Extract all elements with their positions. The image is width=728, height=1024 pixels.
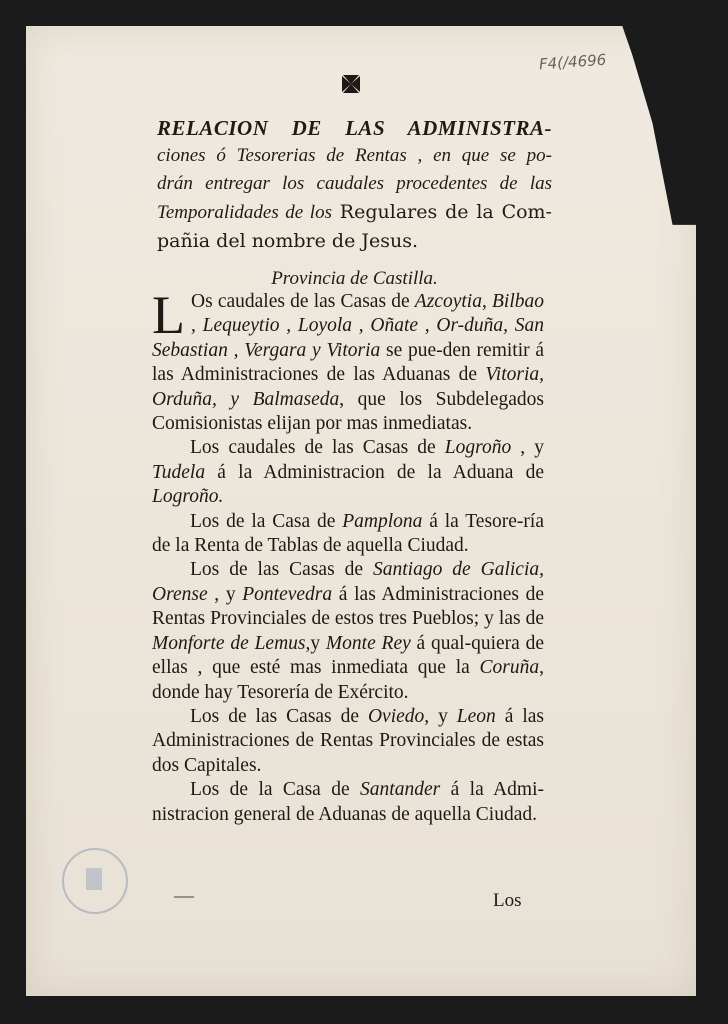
text: ,: [481, 291, 492, 312]
title-line-1: RELACION DE LAS ADMINISTRA-: [157, 116, 552, 140]
place-name: Logroño: [444, 437, 512, 459]
text: Los caudales de las Casas de: [190, 437, 445, 459]
place-name: Pamplona: [342, 510, 423, 532]
paragraph-4: [152, 558, 544, 704]
text: á la Administracion de la Aduana de: [205, 461, 544, 483]
text: se pue-den remitir á las Administraciones de las Aduanas de: [152, 339, 545, 386]
text: , que los Subdelegados Comisionistas elijan por mas inmediatas.: [152, 388, 544, 435]
text: á la Admi-nistracion general de Aduanas de aquella Ciudad.: [152, 779, 544, 825]
text: , donde hay Tesorería de Exército.: [152, 657, 544, 703]
title-line-2: ciones ó Tesorerias de Rentas , en que se po-: [157, 145, 552, 166]
text: á qual-quiera de ellas , que esté mas inmediata que la: [152, 632, 544, 679]
place-name: Bilbao , Lequeytio , Loyola , Oñate , Or-duña, San Sebastian , Vergara y Vitoria: [152, 291, 544, 361]
title-line-4-italic: Temporalidades de los: [157, 202, 332, 223]
place-name: Pontevedra: [242, 583, 333, 605]
paragraph-3: [152, 510, 544, 559]
place-name: Azcoytia: [414, 291, 482, 312]
text: á las Administraciones de Rentas Provinciales de estas dos Capitales.: [152, 705, 545, 776]
text: , y: [424, 705, 457, 727]
place-name: Monte Rey: [325, 632, 411, 654]
text: , y: [511, 437, 544, 459]
place-name: Leon: [456, 705, 496, 727]
cross-ornament-icon: [339, 72, 363, 96]
place-name: Logroño.: [152, 486, 224, 508]
ornament-dash: [174, 896, 194, 898]
text: á las Administraciones de Rentas Provinciales de estos tres Pueblos; y las de: [152, 583, 545, 630]
drop-cap: L: [152, 285, 185, 345]
catchword: Los: [493, 890, 522, 911]
place-name: Coruña: [479, 657, 540, 679]
place-name: Vitoria, Orduña, y Balmaseda: [152, 364, 544, 410]
text: Os caudales de las Casas de: [191, 291, 415, 312]
paragraph-5: [152, 705, 544, 778]
title-line-3: drán entregar los caudales procedentes de las: [157, 173, 552, 194]
text: Los de la Casa de: [190, 779, 361, 801]
text: Los de la Casa de: [190, 510, 343, 532]
place-name: Santander: [360, 779, 441, 801]
title-line-5: pañia del nombre de Jesus.: [157, 230, 418, 252]
text: ,: [539, 559, 544, 581]
title-line-4: [157, 198, 552, 227]
paragraph-6: [152, 778, 544, 827]
text: á la Tesore-ría de la Renta de Tablas de aquella Ciudad.: [152, 510, 544, 557]
text: Los de las Casas de: [190, 559, 373, 581]
paragraph-2: [152, 436, 544, 509]
text: , y: [207, 583, 243, 605]
province-heading: Provincia de Castilla.: [271, 268, 438, 289]
document-title: [157, 114, 552, 255]
title-line-4-roman: Regulares de la Com-: [331, 201, 552, 223]
place-name: Orense: [152, 583, 208, 605]
text: Los de las Casas de: [190, 705, 368, 727]
place-name: Tudela: [152, 461, 206, 483]
place-name: Santiago de Galicia: [372, 559, 540, 581]
document-body: [152, 285, 545, 827]
library-stamp-icon: [62, 848, 128, 914]
archive-mark: F4(/4696: [538, 50, 607, 74]
paragraph-1: [152, 285, 545, 436]
text: ,y: [305, 632, 326, 654]
place-name: Monforte de Lemus: [152, 632, 306, 654]
place-name: Oviedo: [367, 705, 425, 727]
